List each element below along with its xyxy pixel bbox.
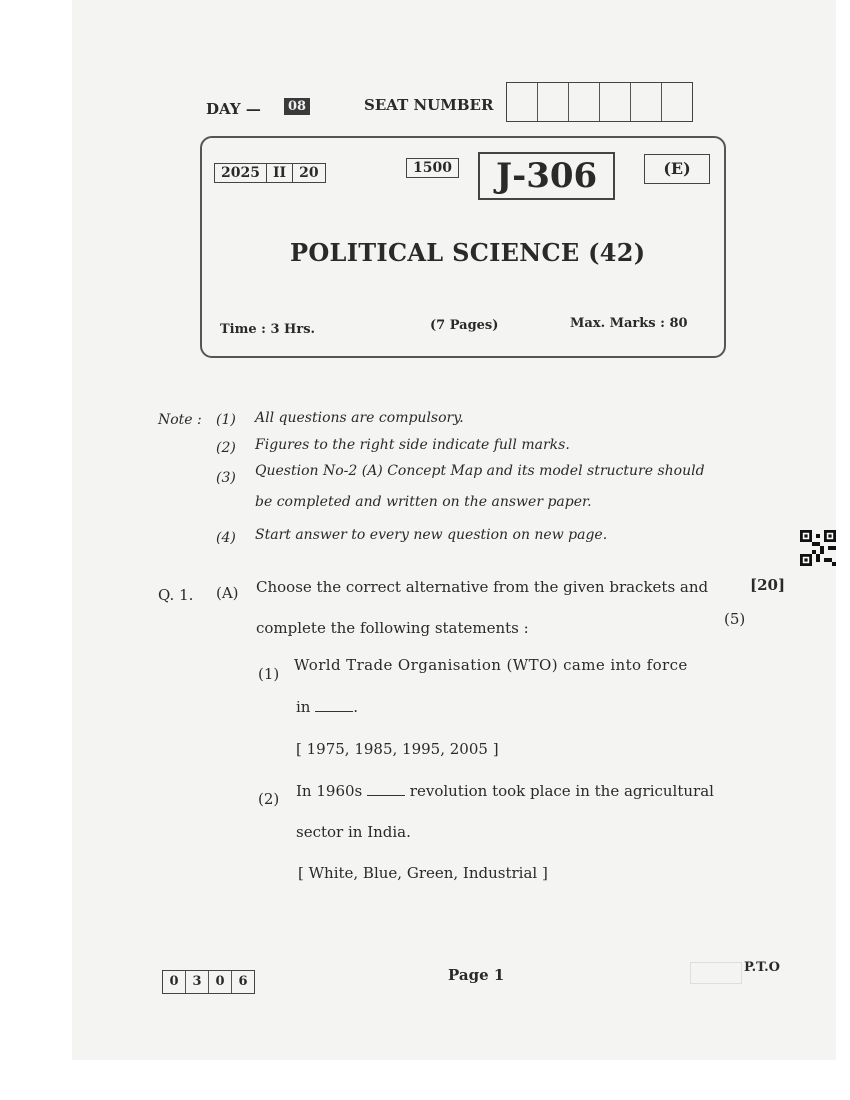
paper-code-boxes [162, 970, 255, 994]
note-number: (4) [216, 530, 236, 546]
item-number: (2) [258, 790, 280, 808]
note-text: All questions are compulsory. [255, 410, 464, 426]
answer-blank [315, 699, 353, 712]
item-number: (1) [258, 665, 280, 683]
paper-code: J-306 [478, 152, 615, 200]
exam-year: 2025 [215, 164, 267, 182]
seat-box [600, 83, 631, 121]
note-number: (3) [216, 470, 236, 486]
code-digit: 3 [186, 971, 209, 993]
note-text: Question No-2 (A) Concept Map and its model structure should [255, 463, 705, 479]
qr-code-icon [800, 530, 836, 566]
page-margin [0, 1060, 850, 1100]
item-text-line [296, 782, 714, 800]
note-label: Note : [158, 412, 202, 428]
exam-session: II [267, 164, 293, 182]
answer-blank [367, 783, 405, 796]
item-text-line [296, 698, 358, 716]
seat-box [507, 83, 538, 121]
note-text: Figures to the right side indicate full marks. [255, 437, 570, 453]
code-digit: 0 [209, 971, 232, 993]
exam-date-box [214, 163, 326, 183]
medium-label: (E) [644, 154, 710, 184]
time-duration: Time : 3 Hrs. [220, 322, 316, 337]
code-digit: 0 [163, 971, 186, 993]
question-instruction: Choose the correct alternative from the given brackets and [256, 578, 709, 596]
max-marks: Max. Marks : 80 [570, 316, 688, 331]
faded-box [690, 962, 742, 984]
item-options: [ 1975, 1985, 1995, 2005 ] [296, 740, 499, 758]
page-number: Page 1 [448, 966, 505, 984]
item-options: [ White, Blue, Green, Industrial ] [298, 864, 548, 882]
note-number: (2) [216, 440, 236, 456]
day-label: DAY — [206, 100, 261, 118]
item-text: In 1960s [296, 782, 363, 800]
item-text: . [353, 698, 359, 716]
exam-date: 20 [299, 165, 319, 181]
question-number: Q. 1. [158, 586, 194, 604]
subject-title: POLITICAL SCIENCE (42) [290, 238, 646, 267]
question-part-marks: (5) [724, 610, 746, 628]
note-number: (1) [216, 412, 236, 428]
seat-number-boxes [506, 82, 693, 122]
item-text: World Trade Organisation (WTO) came into force [294, 656, 688, 674]
question-total-marks: [20] [750, 576, 786, 594]
seat-box [662, 83, 692, 121]
day-value: 08 [284, 98, 310, 115]
seat-box [569, 83, 600, 121]
code-digit: 6 [238, 974, 248, 989]
note-text: Start answer to every new question on new page. [255, 527, 608, 543]
seat-box [538, 83, 569, 121]
pto-label: P.T.O [744, 960, 780, 975]
page-count: (7 Pages) [430, 318, 499, 333]
note-text: be completed and written on the answer paper. [255, 494, 592, 510]
seat-box [631, 83, 662, 121]
paper-number: 1500 [406, 158, 459, 178]
item-text: sector in India. [296, 823, 411, 841]
question-part: (A) [216, 584, 239, 602]
seat-number-label: SEAT NUMBER [364, 96, 494, 114]
question-instruction: complete the following statements : [256, 619, 529, 637]
item-text: revolution took place in the agricultural [409, 782, 714, 800]
item-text: in [296, 698, 311, 716]
